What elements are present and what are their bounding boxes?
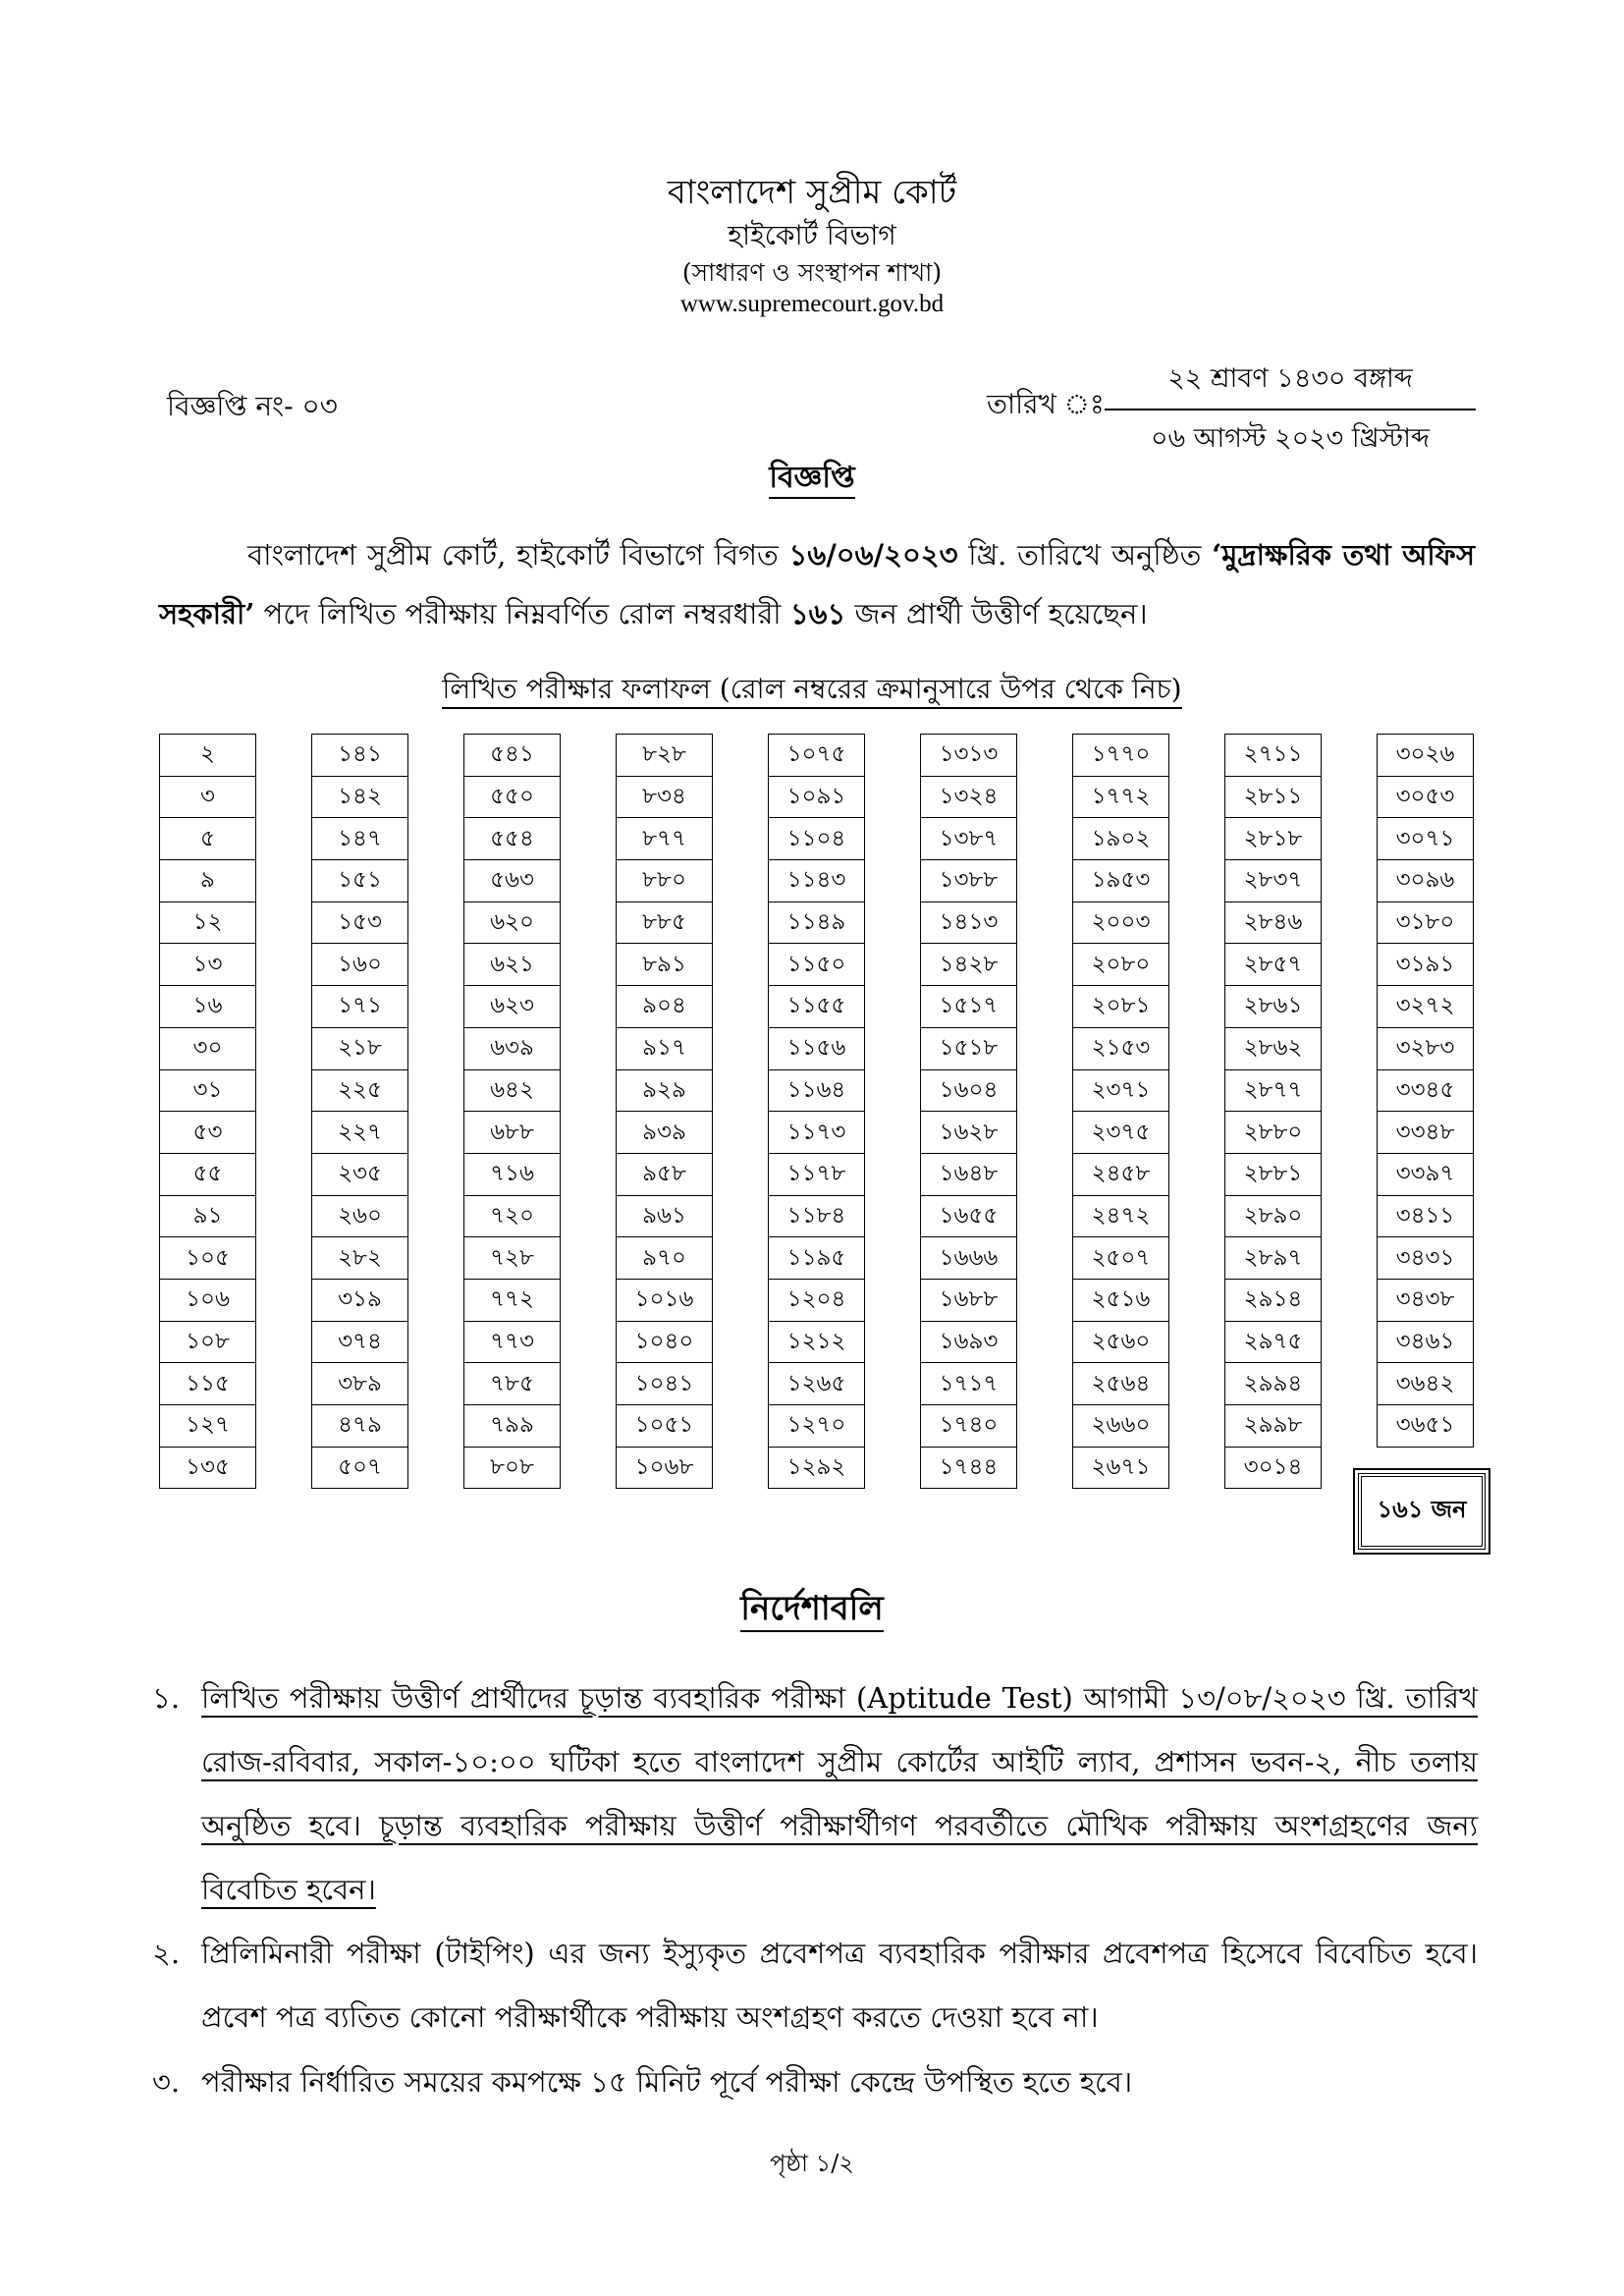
- roll-number-cell: ১৪৭: [312, 818, 408, 860]
- roll-number-cell: ২০৮১: [1073, 986, 1169, 1028]
- instruction-text: লিখিত পরীক্ষায় উত্তীর্ণ প্রার্থীদের চূড়ান্ত ব্যবহারিক পরীক্ষা (Aptitude Test) আগামী ১৩/০৮/২০২৩ খ্রি. তারিখ রোজ-রবিবার, সকাল-১০:০০ ঘটিকা হতে বাংলাদেশ সুপ্রীম কোর্টের আইটি ল্যাব, প্রশাসন ভবন-২, নীচ তলায় অনুষ্ঠিত হবে। চূড়ান্ত ব্যবহারিক পরীক্ষায় উত্তীর্ণ পরীক্ষার্থীগণ পরবর্তীতে মৌখিক পরীক্ষায় অংশগ্রহণের জন্য বিবেচিত হবেন।: [201, 1681, 1478, 1906]
- roll-number-cell: ১৬৯৩: [921, 1321, 1017, 1363]
- roll-number-cell: ২৮১৮: [1225, 818, 1322, 860]
- roll-number-cell: ১৬২৮: [921, 1112, 1017, 1154]
- roll-number-cell: ১৪১৩: [921, 902, 1017, 944]
- roll-number-cell: ৬২০: [464, 902, 561, 944]
- roll-number-cell: ১৭৭২: [1073, 776, 1169, 818]
- date-gregorian: ০৬ আগস্ট ২০২৩ খ্রিস্টাব্দ: [1151, 423, 1430, 454]
- roll-number-cell: ৭৮৫: [464, 1363, 561, 1405]
- roll-number-cell: ৯২৯: [617, 1069, 713, 1112]
- roll-number-cell: ৯৫৮: [617, 1153, 713, 1195]
- roll-number-cell: ২৯৭৫: [1225, 1321, 1322, 1363]
- roll-number-cell: ২৪৫৮: [1073, 1153, 1169, 1195]
- roll-number-cell: ৩০৯৬: [1378, 860, 1474, 902]
- results-column: [616, 734, 713, 1489]
- roll-number-cell: ১৬০৪: [921, 1069, 1017, 1112]
- roll-number-cell: ৮৮০: [617, 860, 713, 902]
- roll-number-cell: ১০৬৮: [617, 1447, 713, 1489]
- roll-number-cell: ১৫১৭: [921, 986, 1017, 1028]
- roll-number-cell: ১১৭৩: [769, 1112, 865, 1154]
- roll-number-cell: ১৩৮৮: [921, 860, 1017, 902]
- roll-number-cell: ২৮৬২: [1225, 1027, 1322, 1069]
- roll-number-cell: ১১৫৫: [769, 986, 865, 1028]
- roll-number-cell: ৩৩৯৭: [1378, 1153, 1474, 1195]
- roll-number-cell: ২৮৩৭: [1225, 860, 1322, 902]
- roll-number-cell: ৫৫০: [464, 776, 561, 818]
- roll-number-cell: ৩: [160, 776, 256, 818]
- roll-number-cell: ১২০৪: [769, 1279, 865, 1321]
- roll-number-cell: ২৮১১: [1225, 776, 1322, 818]
- results-column: [1072, 734, 1169, 1489]
- roll-number-cell: ৭৯৯: [464, 1405, 561, 1448]
- notice-paragraph: [159, 525, 1475, 643]
- notice-heading: [0, 454, 1624, 504]
- roll-number-cell: ২৫৬৪: [1073, 1363, 1169, 1405]
- roll-number-cell: ৩২৭২: [1378, 986, 1474, 1028]
- roll-number-cell: ১১৭৮: [769, 1153, 865, 1195]
- exam-date: ১৬/০৬/২০২৩: [788, 538, 958, 572]
- roll-number-cell: ১০৫: [160, 1237, 256, 1280]
- roll-number-cell: ১৫১৮: [921, 1027, 1017, 1069]
- roll-number-cell: ১৭৪৪: [921, 1447, 1017, 1489]
- roll-number-cell: ৫৬৩: [464, 860, 561, 902]
- roll-number-cell: ৩০৫৩: [1378, 776, 1474, 818]
- roll-number-cell: ১৫১: [312, 860, 408, 902]
- roll-number-cell: ২৮৯০: [1225, 1195, 1322, 1237]
- roll-number-cell: ১০৯১: [769, 776, 865, 818]
- para-text-3: পদে লিখিত পরীক্ষায় নিম্নবর্ণিত রোল নম্বরধারী: [254, 597, 790, 630]
- roll-number-cell: ১৪২৮: [921, 944, 1017, 986]
- roll-number-cell: ২০৮০: [1073, 944, 1169, 986]
- para-text-2: খ্রি. তারিখে অনুষ্ঠিত: [957, 538, 1213, 572]
- roll-number-cell: ১২: [160, 902, 256, 944]
- results-column: [311, 734, 408, 1489]
- roll-number-cell: ১০১৬: [617, 1279, 713, 1321]
- roll-number-cell: ১০৭৫: [769, 735, 865, 777]
- roll-number-cell: ৮৯১: [617, 944, 713, 986]
- roll-number-cell: ১১৫: [160, 1363, 256, 1405]
- court-title: বাংলাদেশ সুপ্রীম কোর্ট: [667, 173, 957, 212]
- instruction-number: ১.: [152, 1681, 181, 1715]
- roll-number-cell: ৭২০: [464, 1195, 561, 1237]
- roll-number-cell: ২৮৪৬: [1225, 902, 1322, 944]
- roll-number-cell: ৬৪২: [464, 1069, 561, 1112]
- roll-number-cell: ৯০৪: [617, 986, 713, 1028]
- roll-number-cell: ৫৩: [160, 1112, 256, 1154]
- roll-number-cell: ১৩১৩: [921, 735, 1017, 777]
- roll-number-cell: ৩৪৩৮: [1378, 1279, 1474, 1321]
- roll-number-cell: ৫৫: [160, 1153, 256, 1195]
- roll-number-cell: ৮৮৫: [617, 902, 713, 944]
- roll-number-cell: ১৭৭০: [1073, 735, 1169, 777]
- roll-number-cell: ২৯৯৮: [1225, 1405, 1322, 1448]
- roll-number-cell: ১২৬৫: [769, 1363, 865, 1405]
- roll-number-cell: ২৭১১: [1225, 735, 1322, 777]
- results-column: [159, 734, 256, 1489]
- roll-number-cell: ২৮৫৭: [1225, 944, 1322, 986]
- roll-number-cell: ২৩৫: [312, 1153, 408, 1195]
- roll-number-cell: ১২৭০: [769, 1405, 865, 1448]
- roll-number-cell: ১১০৪: [769, 818, 865, 860]
- roll-number-cell: ১১৮৪: [769, 1195, 865, 1237]
- date-block: [1105, 358, 1476, 463]
- roll-number-cell: ১৩: [160, 944, 256, 986]
- instructions-heading: [0, 1583, 1624, 1639]
- roll-number-cell: ২৬৬০: [1073, 1405, 1169, 1448]
- roll-number-cell: ২৬৭১: [1073, 1447, 1169, 1489]
- date-bangla: ২২ শ্রাবণ ১৪৩০ বঙ্গাব্দ: [1105, 358, 1476, 410]
- roll-number-cell: ১৫৩: [312, 902, 408, 944]
- total-count-box: ১৬১ জন: [1358, 1473, 1486, 1550]
- roll-number-cell: ১৭১৭: [921, 1363, 1017, 1405]
- roll-number-cell: ৯১৭: [617, 1027, 713, 1069]
- roll-number-cell: ১৭১: [312, 986, 408, 1028]
- roll-number-cell: ১২৯২: [769, 1447, 865, 1489]
- roll-number-cell: ৯৭০: [617, 1237, 713, 1280]
- instruction-text: প্রিলিমিনারী পরীক্ষা (টাইপিং) এর জন্য ইস্যুকৃত প্রবেশপত্র ব্যবহারিক পরীক্ষার প্রবেশপত্র হিসেবে বিবেচিত হবে। প্রবেশ পত্র ব্যতিত কোনো পরীক্ষার্থীকে পরীক্ষায় অংশগ্রহণ করতে দেওয়া হবে না।: [201, 1937, 1478, 2034]
- roll-number-cell: ৯১: [160, 1195, 256, 1237]
- roll-number-cell: ২৪৭২: [1073, 1195, 1169, 1237]
- roll-number-cell: ১১৫০: [769, 944, 865, 986]
- roll-number-cell: ৩১৯১: [1378, 944, 1474, 986]
- roll-number-cell: ১২৭: [160, 1405, 256, 1448]
- roll-number-cell: ৬৮৮: [464, 1112, 561, 1154]
- roll-number-cell: ৩৬৫১: [1378, 1405, 1474, 1448]
- roll-number-cell: ৩৪৩১: [1378, 1237, 1474, 1280]
- roll-number-cell: ৫৫৪: [464, 818, 561, 860]
- instruction-item-3: [152, 2050, 1478, 2114]
- roll-number-cell: ৮৭৭: [617, 818, 713, 860]
- page-number: পৃষ্ঠা ১/২: [770, 2150, 854, 2177]
- para-text-4: জন প্রার্থী উত্তীর্ণ হয়েছেন।: [845, 597, 1148, 630]
- roll-number-cell: ১০৫১: [617, 1405, 713, 1448]
- roll-number-cell: ১৬০: [312, 944, 408, 986]
- roll-number-cell: ৫: [160, 818, 256, 860]
- roll-number-cell: ২৯১৪: [1225, 1279, 1322, 1321]
- roll-number-cell: ৮৩৪: [617, 776, 713, 818]
- roll-number-cell: ১১৯৫: [769, 1237, 865, 1280]
- instruction-number: ২.: [152, 1937, 181, 1970]
- roll-number-cell: ৩৩৪৫: [1378, 1069, 1474, 1112]
- roll-number-cell: ২১৫৩: [1073, 1027, 1169, 1069]
- roll-number-cell: ৩১৮০: [1378, 902, 1474, 944]
- roll-number-cell: ৭১৬: [464, 1153, 561, 1195]
- roll-number-cell: ২৮২: [312, 1237, 408, 1280]
- roll-number-cell: ৬২৩: [464, 986, 561, 1028]
- roll-number-cell: ১২১২: [769, 1321, 865, 1363]
- roll-number-cell: ২৮৮০: [1225, 1112, 1322, 1154]
- roll-number-cell: ৭৭৩: [464, 1321, 561, 1363]
- roll-number-cell: ১৬৬৬: [921, 1237, 1017, 1280]
- roll-number-cell: ১৪২: [312, 776, 408, 818]
- roll-number-cell: ৪৭৯: [312, 1405, 408, 1448]
- instruction-item-1: [152, 1667, 1478, 1922]
- table-caption-text: লিখিত পরীক্ষার ফলাফল (রোল নম্বরের ক্রমানুসারে উপর থেকে নিচ): [442, 673, 1181, 709]
- results-column: [463, 734, 561, 1489]
- roll-number-cell: ২৫৬০: [1073, 1321, 1169, 1363]
- results-column: [1224, 734, 1322, 1489]
- roll-number-cell: ১৬৫৫: [921, 1195, 1017, 1237]
- roll-number-cell: ২৮৮১: [1225, 1153, 1322, 1195]
- roll-number-cell: ১৩৮৭: [921, 818, 1017, 860]
- roll-number-cell: ৩০: [160, 1027, 256, 1069]
- instruction-number: ৩.: [152, 2065, 181, 2099]
- roll-number-cell: ৩০১৪: [1225, 1447, 1322, 1489]
- results-column: [1377, 734, 1474, 1448]
- roll-number-cell: ১৬: [160, 986, 256, 1028]
- roll-number-cell: ৫৪১: [464, 735, 561, 777]
- roll-number-cell: ৩০২৬: [1378, 735, 1474, 777]
- instruction-text: পরীক্ষার নির্ধারিত সময়ের কমপক্ষে ১৫ মিনিট পূর্বে পরীক্ষা কেন্দ্রে উপস্থিত হতে হবে।: [201, 2065, 1133, 2099]
- roll-number-cell: ১১৪৩: [769, 860, 865, 902]
- roll-number-cell: ১০৬: [160, 1279, 256, 1321]
- roll-number-cell: ১১৫৬: [769, 1027, 865, 1069]
- roll-number-cell: ১১৬৪: [769, 1069, 865, 1112]
- roll-number-cell: ২৩৭৫: [1073, 1112, 1169, 1154]
- roll-number-cell: ২২৭: [312, 1112, 408, 1154]
- roll-number-cell: ৯৩৯: [617, 1112, 713, 1154]
- roll-number-cell: ২১৮: [312, 1027, 408, 1069]
- post-name: ‘মুদ্রাক্ষরিক তথা অফিস সহকারী’: [159, 538, 1475, 630]
- roll-number-cell: ১৬৮৮: [921, 1279, 1017, 1321]
- roll-number-cell: ১৩২৪: [921, 776, 1017, 818]
- roll-number-cell: ২৮৬১: [1225, 986, 1322, 1028]
- table-caption: [0, 668, 1624, 714]
- date-label: তারিখ ঃ: [987, 388, 1105, 420]
- roll-number-cell: ১০৮: [160, 1321, 256, 1363]
- results-column: [920, 734, 1017, 1489]
- roll-number-cell: ১০৪০: [617, 1321, 713, 1363]
- roll-number-cell: ২৮৭৭: [1225, 1069, 1322, 1112]
- roll-number-cell: ১১৪৯: [769, 902, 865, 944]
- roll-number-cell: ২২৫: [312, 1069, 408, 1112]
- roll-number-cell: ৮০৮: [464, 1447, 561, 1489]
- roll-number-cell: ২৬০: [312, 1195, 408, 1237]
- roll-number-cell: ২৩৭১: [1073, 1069, 1169, 1112]
- roll-number-cell: ৮২৮: [617, 735, 713, 777]
- roll-number-cell: ১৯০২: [1073, 818, 1169, 860]
- roll-number-cell: ১৩৫: [160, 1447, 256, 1489]
- website-url: www.supremecourt.gov.bd: [679, 291, 945, 317]
- roll-number-cell: ১৬৪৮: [921, 1153, 1017, 1195]
- roll-number-cell: ৩১: [160, 1069, 256, 1112]
- roll-number-cell: ১৭৪০: [921, 1405, 1017, 1448]
- roll-number-cell: ৭৭২: [464, 1279, 561, 1321]
- roll-number-cell: ৩৪১১: [1378, 1195, 1474, 1237]
- roll-number-cell: ২: [160, 735, 256, 777]
- notice-number: বিজ্ঞপ্তি নং- ০৩: [167, 390, 338, 422]
- results-column: [768, 734, 865, 1489]
- passed-count: ১৬১: [789, 597, 846, 630]
- roll-number-cell: ১৯৫৩: [1073, 860, 1169, 902]
- roll-number-cell: ৭২৮: [464, 1237, 561, 1280]
- roll-number-cell: ১৪১: [312, 735, 408, 777]
- roll-number-cell: ৯৬১: [617, 1195, 713, 1237]
- instruction-item-2: [152, 1922, 1478, 2050]
- roll-number-cell: ৩৩৪৮: [1378, 1112, 1474, 1154]
- notice-heading-text: বিজ্ঞপ্তি: [769, 461, 854, 499]
- roll-number-cell: ৩৮৯: [312, 1363, 408, 1405]
- roll-number-cell: ১০৪১: [617, 1363, 713, 1405]
- roll-number-cell: ৩০৭১: [1378, 818, 1474, 860]
- instructions-heading-text: নির্দেশাবলি: [740, 1589, 884, 1632]
- para-text-1: বাংলাদেশ সুপ্রীম কোর্ট, হাইকোর্ট বিভাগে বিগত: [247, 538, 789, 572]
- division-name: হাইকোর্ট বিভাগ: [728, 219, 896, 251]
- roll-number-cell: ৬৩৯: [464, 1027, 561, 1069]
- roll-number-cell: ৫০৭: [312, 1447, 408, 1489]
- roll-number-cell: ২৫০৭: [1073, 1237, 1169, 1280]
- roll-number-cell: ৩১৯: [312, 1279, 408, 1321]
- roll-number-cell: ৩২৮৩: [1378, 1027, 1474, 1069]
- roll-number-cell: ৬২১: [464, 944, 561, 986]
- roll-number-cell: ২৫১৬: [1073, 1279, 1169, 1321]
- roll-number-cell: ২০০৩: [1073, 902, 1169, 944]
- roll-number-cell: ৩৭৪: [312, 1321, 408, 1363]
- section-name: (সাধারণ ও সংস্থাপন শাখা): [681, 258, 943, 287]
- roll-number-cell: ৩৪৬১: [1378, 1321, 1474, 1363]
- roll-number-cell: ২৮৯৭: [1225, 1237, 1322, 1280]
- roll-number-cell: ৯: [160, 860, 256, 902]
- roll-number-cell: ৩৬৪২: [1378, 1363, 1474, 1405]
- roll-number-cell: ২৯৯৪: [1225, 1363, 1322, 1405]
